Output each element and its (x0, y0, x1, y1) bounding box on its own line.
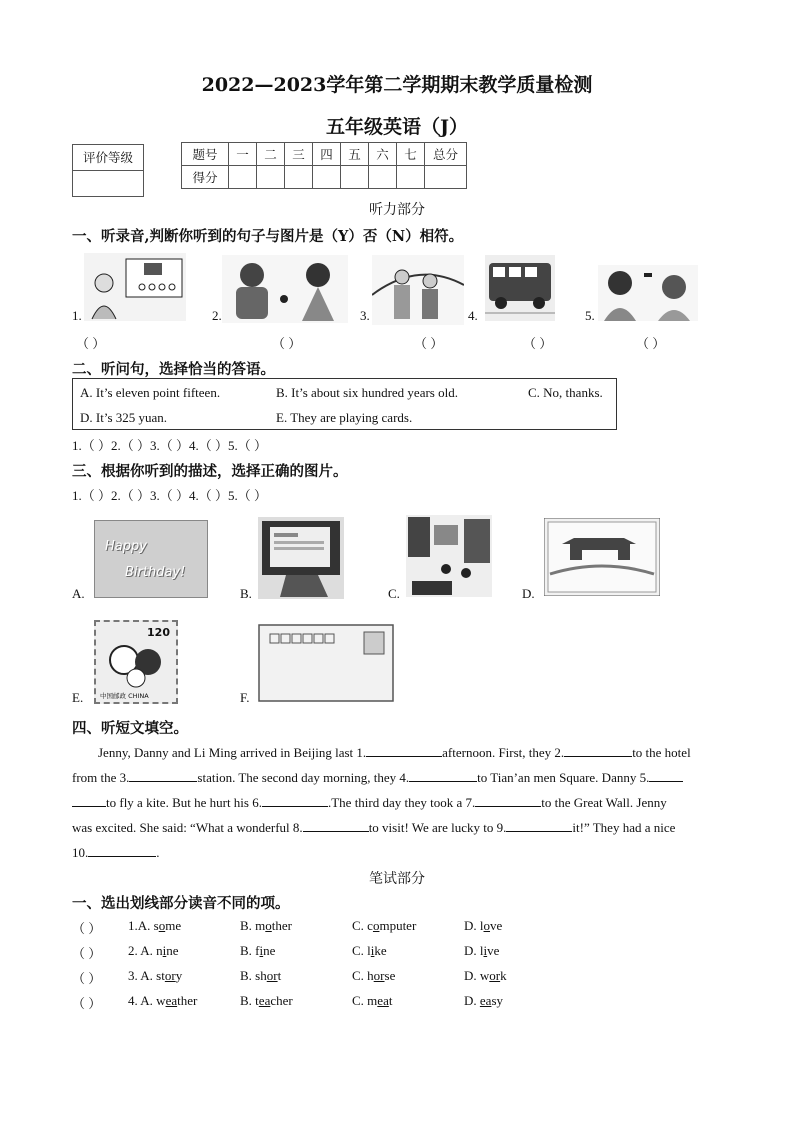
stamp-value: 120 (147, 626, 170, 639)
answer-bracket[interactable]: （ ） (72, 971, 102, 986)
picture-label: A. (72, 586, 85, 601)
listening-q3-heading: 三、根据你听到的描述，选择正确的图片。 (72, 463, 348, 480)
passage-text: from the 3. (72, 770, 130, 785)
computer-picture (258, 517, 344, 599)
written-q1-heading: 一、选出划线部分读音不同的项。 (72, 895, 290, 912)
item-number: 4. (468, 308, 478, 323)
written-section-title: 笔试部分 (369, 871, 425, 887)
score-input-cell[interactable] (229, 166, 257, 189)
phonics-list (72, 918, 732, 1018)
word-d: D. work (464, 968, 507, 983)
card-text: Happy (105, 539, 147, 554)
answer-bracket[interactable]: （ ） (414, 336, 444, 351)
blank-1[interactable] (366, 742, 442, 757)
word-d: D. live (464, 943, 500, 958)
passage-text: to fly a kite. But he hurt his 6. (106, 795, 262, 810)
picture-label: D. (522, 586, 535, 601)
score-input-cell[interactable] (285, 166, 313, 189)
question-number: 4. A. (128, 993, 153, 1008)
question-row (72, 943, 732, 968)
blank-8[interactable] (303, 817, 369, 832)
people-talking-icon (222, 255, 348, 323)
blank-5[interactable] (649, 767, 683, 782)
blank-5-continued[interactable] (72, 792, 106, 807)
envelope-picture (258, 624, 394, 702)
passage-text: . (156, 845, 160, 860)
picture-label: B. (240, 586, 252, 601)
table-cell: 五 (341, 143, 369, 166)
q2-answer-line[interactable]: 1.（ ）2.（ ）3.（ ）4.（ ）5.（ ） (72, 438, 268, 453)
question-row (72, 918, 732, 943)
word-b: B. teacher (240, 993, 293, 1008)
passage-text: it!” They had a nice (572, 820, 676, 835)
option-e: E. They are playing cards. (276, 410, 413, 425)
score-table-head (182, 143, 467, 166)
item-number: 1. (72, 308, 82, 323)
word-a: nine (156, 943, 179, 958)
passage-text: station. The second day morning, they 4. (197, 770, 410, 785)
score-input-cell[interactable] (257, 166, 285, 189)
phone-call-icon (598, 265, 698, 321)
table-cell: 七 (397, 143, 425, 166)
q3-answer-line[interactable]: 1.（ ）2.（ ）3.（ ）4.（ ）5.（ ） (72, 488, 268, 503)
answer-bracket[interactable]: （ ） (272, 336, 302, 351)
evaluation-label: 评价等级 (73, 145, 143, 171)
bus-icon (485, 255, 555, 321)
passage-text: Jenny, Danny and Li Ming arrived in Beijing last 1. (98, 745, 367, 760)
word-a: weather (156, 993, 198, 1008)
word-a: some (153, 918, 182, 933)
blank-2[interactable] (564, 742, 632, 757)
stamp-country: 中国邮政 CHINA (100, 692, 149, 700)
table-cell: 总分 (425, 143, 467, 166)
answer-bracket[interactable]: （ ） (76, 336, 106, 351)
city-street-picture (406, 515, 492, 597)
table-cell: 一 (229, 143, 257, 166)
answer-bracket[interactable]: （ ） (523, 336, 553, 351)
options-box (72, 378, 617, 430)
evaluation-box (72, 144, 144, 197)
score-table-row (182, 166, 467, 189)
answer-bracket[interactable]: （ ） (72, 921, 102, 936)
score-input-cell[interactable] (313, 166, 341, 189)
blank-3[interactable] (129, 767, 197, 782)
passage-text: 10. (72, 845, 89, 860)
word-c: C. like (352, 943, 387, 958)
question-row (72, 968, 732, 993)
word-a: story (156, 968, 183, 983)
blank-6[interactable] (262, 792, 328, 807)
blank-9[interactable] (506, 817, 572, 832)
blank-10[interactable] (88, 842, 156, 857)
question-number: 3. A. (128, 968, 153, 983)
table-cell: 六 (369, 143, 397, 166)
answer-bracket[interactable]: （ ） (636, 336, 666, 351)
picture-label: F. (240, 690, 250, 705)
table-cell: 四 (313, 143, 341, 166)
passage-text: was excited. She said: “What a wonderful 8. (72, 820, 303, 835)
word-c: C. meat (352, 993, 393, 1008)
answer-bracket[interactable]: （ ） (72, 996, 102, 1011)
table-cell: 二 (257, 143, 285, 166)
passage-text: to visit! We are lucky to 9. (368, 820, 507, 835)
word-b: B. mother (240, 918, 293, 933)
class-photo-icon (84, 253, 186, 321)
score-input-cell[interactable] (341, 166, 369, 189)
item-number: 5. (585, 308, 595, 323)
word-c: C. horse (352, 968, 396, 983)
option-c: C. No, thanks. (528, 385, 603, 400)
blank-7[interactable] (475, 792, 541, 807)
listening-q4-heading: 四、听短文填空。 (72, 720, 188, 737)
listening-section-title: 听力部分 (369, 202, 425, 218)
picture-label: E. (72, 690, 84, 705)
word-d: D. love (464, 918, 503, 933)
score-table (181, 142, 467, 189)
page-title: 2022—2023学年第二学期期末教学质量检测 (201, 74, 593, 96)
option-a: A. It’s eleven point fifteen. (80, 385, 221, 400)
listening-q1-heading: 一、听录音,判断你听到的句子与图片是（Y）否（N）相符。 (72, 228, 464, 245)
word-b: B. fine (240, 943, 276, 958)
table-cell: 三 (285, 143, 313, 166)
table-cell: 题号 (182, 143, 229, 166)
birthday-card-picture (94, 520, 208, 598)
question-row (72, 993, 732, 1018)
question-number: 1.A. (128, 918, 151, 933)
passage-text: to Tian’an men Square. Danny 5. (477, 770, 650, 785)
blank-4[interactable] (409, 767, 477, 782)
picture-label: C. (388, 586, 400, 601)
option-d: D. It’s 325 yuan. (80, 410, 168, 425)
score-input-cell[interactable] (397, 166, 425, 189)
table-cell: 得分 (182, 166, 229, 189)
question-number: 2. A. (128, 943, 153, 958)
pet-illustration-icon (104, 638, 166, 688)
word-c: C. computer (352, 918, 417, 933)
option-b: B. It’s about six hundred years old. (276, 385, 458, 400)
word-d: D. easy (464, 993, 503, 1008)
page-subtitle: 五年级英语（J） (326, 116, 468, 138)
passage-text: afternoon. First, they 2. (442, 745, 565, 760)
word-b: B. short (240, 968, 282, 983)
fill-blank-passage (72, 740, 724, 865)
listening-q2-heading: 二、听问句，选择恰当的答语。 (72, 361, 275, 378)
score-input-cell[interactable] (369, 166, 397, 189)
travelers-icon (372, 255, 464, 325)
passage-text: .The third day they took a 7. (327, 795, 476, 810)
card-text: Birthday! (125, 565, 186, 580)
item-number: 3. (360, 308, 370, 323)
stamp-picture (94, 620, 178, 704)
item-number: 2. (212, 308, 222, 323)
answer-bracket[interactable]: （ ） (72, 946, 102, 961)
passage-text: to the Great Wall. Jenny (541, 795, 667, 810)
passage-text: to the hotel (632, 745, 691, 760)
great-wall-picture (544, 518, 660, 596)
score-input-cell[interactable] (425, 166, 467, 189)
